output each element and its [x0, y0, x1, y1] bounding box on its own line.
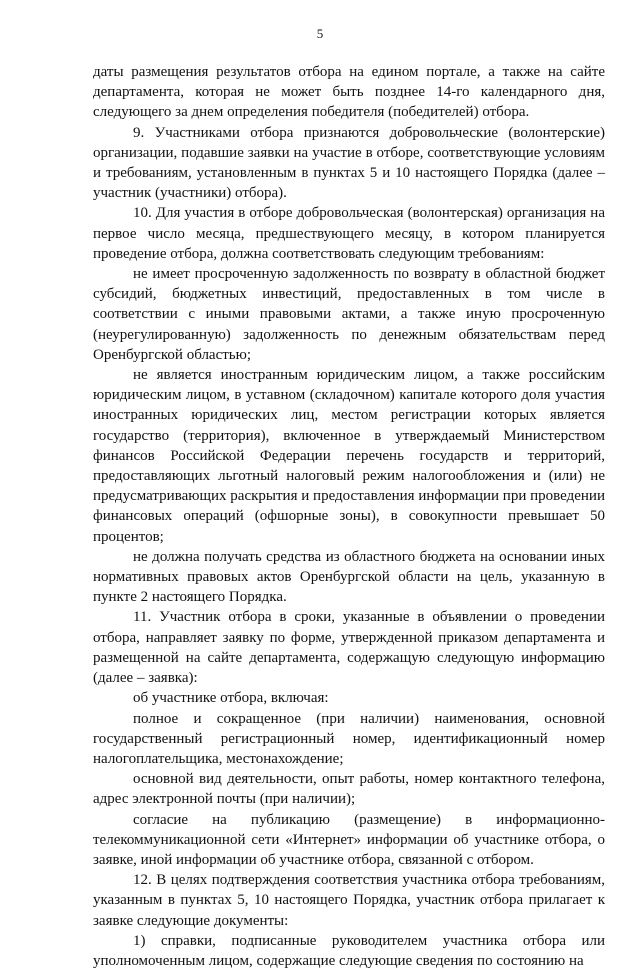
paragraph-item-9: 9. Участниками отбора признаются добровольческие (волонтерские) организации, подавшие заявки на участие в отборе, соответствующие условиям и требованиям, установленным в пунктах 5 и 10 настоящего Порядка (далее – участник (участники) отбора). [93, 124, 605, 202]
paragraph-names-numbers: полное и сокращенное (при наличии) наименования, основной государственный регистрационный номер, идентификационный номер налогоплательщика, местонахождение; [93, 710, 605, 767]
paragraph-item-12: 12. В целях подтверждения соответствия участника отбора требованиям, указанным в пунктах 5, 10 настоящего Порядка, участник отбора прилагает к заявке следующие документы: [93, 872, 605, 929]
paragraph-consent: согласие на публикацию (размещение) в информационно-телекоммуникационной сети «Интернет» информации об участнике отбора, о заявке, иной информации об участнике отбора, связанной с отбором. [93, 811, 605, 868]
page-number: 5 [316, 26, 324, 41]
paragraph-subitem-1: 1) справки, подписанные руководителем участника отбора или уполномоченным лицом, содержащие следующие сведения по состоянию на [93, 932, 605, 969]
paragraph-requirement-foreign: не является иностранным юридическим лицом, а также российским юридическим лицом, в уставном (складочном) капитале которого доля участия иностранных юридических лиц, местом регистрации которых является государство (территория), включенное в утверждаемый Министерством финансов Российской Федерации перечень государств и территорий, предоставляющих льготный налоговый режим налогообложения и (или) не предусматривающих раскрытия и предоставления информации при проведении финансовых операций (офшорные зоны), в совокупности превышает 50 процентов; [93, 367, 605, 545]
paragraph-requirement-funds: не должна получать средства из областного бюджета на основании иных нормативных правовых актов Оренбургской области на цель, указанную в пункте 2 настоящего Порядка. [93, 548, 605, 606]
paragraph-participant-info: об участнике отбора, включая: [133, 690, 329, 707]
paragraph-continuation: даты размещения результатов отбора на едином портале, а также на сайте департамента, которая не может быть позднее 14-го календарного дня, следующего за днем определения победителя (победителей) отбора. [93, 64, 605, 121]
paragraph-requirement-debt: не имеет просроченную задолженность по возврату в областной бюджет субсидий, бюджетных инвестиций, предоставленных в том числе в соответствии с иными правовыми актами, а также иную просроченную (неурегулированную) задолженность по денежным обязательствам перед Оренбургской областью; [93, 266, 605, 363]
paragraph-activity-contacts: основной вид деятельности, опыт работы, номер контактного телефона, адрес электронной почты (при наличии); [93, 771, 605, 808]
paragraph-item-11: 11. Участник отбора в сроки, указанные в объявлении о проведении отбора, направляет заявку по форме, утвержденной приказом департамента и размещенной на сайте департамента, содержащую следующую информацию (далее – заявка): [93, 609, 605, 687]
paragraph-item-10: 10. Для участия в отборе добровольческая (волонтерская) организация на первое число месяца, предшествующего месяцу, в котором планируется проведение отбора, должна соответствовать следующим требованиям: [93, 205, 605, 262]
document-body [93, 62, 605, 971]
